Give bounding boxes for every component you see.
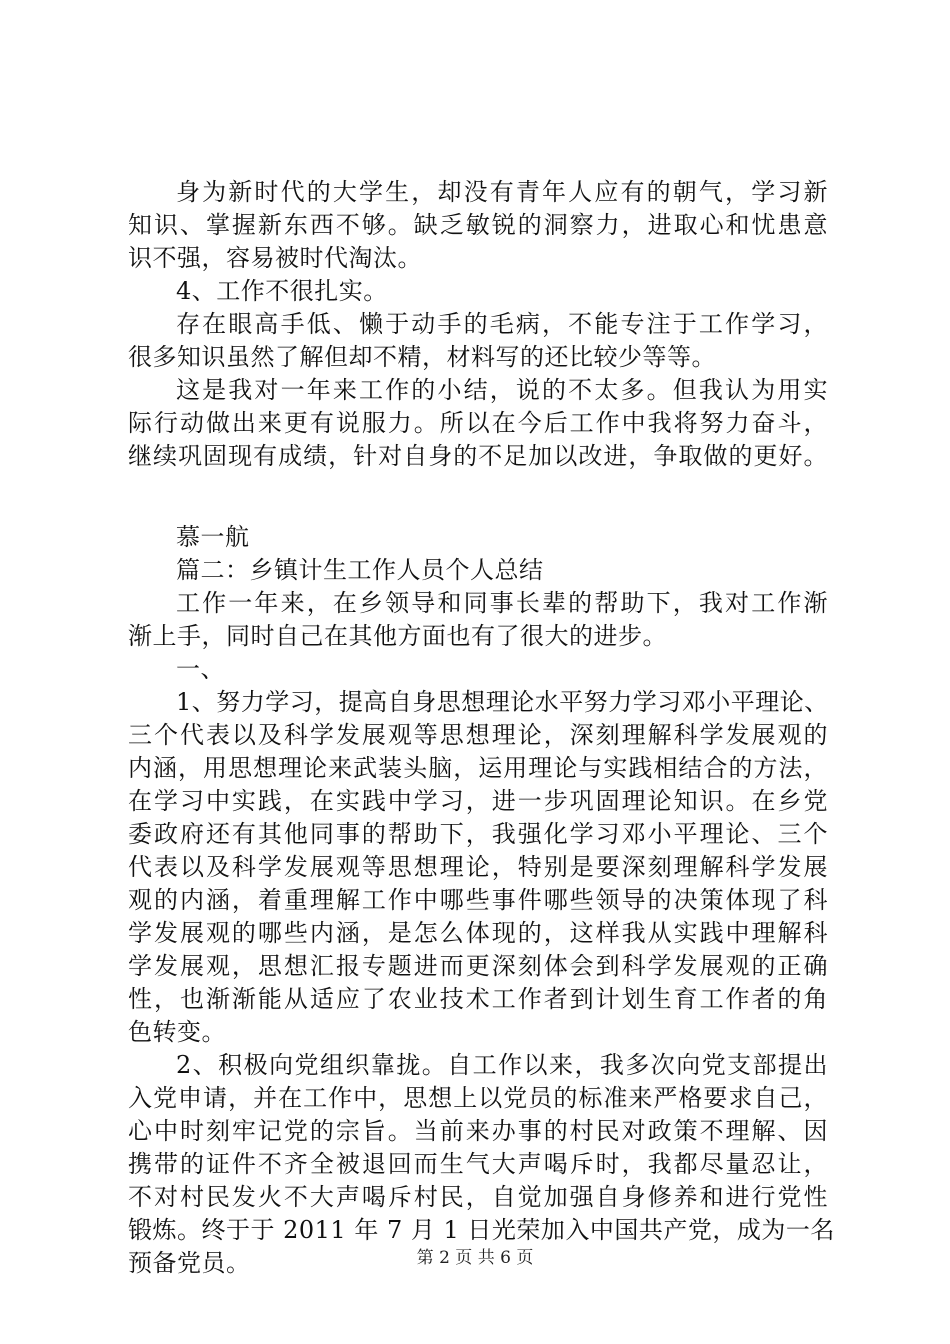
- section-heading: 一、: [176, 655, 225, 683]
- paragraph-line: 在学习中实践，在实践中学习，进一步巩固理论知识。在乡党: [128, 787, 828, 815]
- paragraph-line: 入党申请，并在工作中，思想上以党员的标准来严格要求自己，: [128, 1084, 828, 1112]
- paragraph-line: 知识、掌握新东西不够。缺乏敏锐的洞察力，进取心和忧患意: [128, 211, 828, 239]
- paragraph-line: 色转变。: [128, 1018, 226, 1046]
- paragraph-line: 际行动做出来更有说服力。所以在今后工作中我将努力奋斗，: [128, 409, 828, 437]
- paragraph-line: 携带的证件不齐全被退回而生气大声喝斥时，我都尽量忍让，: [128, 1150, 828, 1178]
- paragraph-line: 2、积极向党组织靠拢。自工作以来，我多次向党支部提出: [176, 1051, 828, 1079]
- paragraph-line: 很多知识虽然了解但却不精，材料写的还比较少等等。: [128, 343, 716, 371]
- paragraph-line: 工作一年来，在乡领导和同事长辈的帮助下，我对工作渐: [176, 589, 828, 617]
- blank-spacer: [128, 473, 828, 521]
- paragraph-line: 代表以及科学发展观等思想理论，特别是要深刻理解科学发展: [128, 853, 828, 881]
- paragraph-line: 内涵，用思想理论来武装头脑，运用理论与实践相结合的方法，: [128, 754, 828, 782]
- paragraph-line: 身为新时代的大学生，却没有青年人应有的朝气，学习新: [176, 178, 828, 206]
- paragraph-line: 1、努力学习，提高自身思想理论水平努力学习邓小平理论、: [176, 688, 829, 716]
- paragraph-line: 不对村民发火不大声喝斥村民，自觉加强自身修养和进行党性: [128, 1183, 828, 1211]
- section-heading: 4、工作不很扎实。: [176, 277, 388, 305]
- paragraph-line: 三个代表以及科学发展观等思想理论，深刻理解科学发展观的: [128, 721, 828, 749]
- author-name: 慕一航: [176, 523, 250, 551]
- paragraph-line: 预备党员。: [128, 1249, 251, 1277]
- document-body: [128, 176, 835, 1280]
- article-title: 篇二：乡镇计生工作人员个人总结: [176, 556, 544, 584]
- paragraph-line: 观的内涵，着重理解工作中哪些事件哪些领导的决策体现了科: [128, 886, 828, 914]
- paragraph-line: 心中时刻牢记党的宗旨。当前来办事的村民对政策不理解、因: [128, 1117, 828, 1145]
- paragraph-line: 委政府还有其他同事的帮助下，我强化学习邓小平理论、三个: [128, 820, 828, 848]
- paragraph-line: 存在眼高手低、懒于动手的毛病，不能专注于工作学习，: [176, 310, 828, 338]
- paragraph-line: 学发展观的哪些内涵，是怎么体现的，这样我从实践中理解科: [128, 919, 828, 947]
- paragraph-line: 性，也渐渐能从适应了农业技术工作者到计划生育工作者的角: [128, 985, 828, 1013]
- page-footer: 第 2 页 共 6 页: [416, 1248, 534, 1268]
- paragraph-line: 识不强，容易被时代淘汰。: [128, 244, 422, 272]
- paragraph-line: 继续巩固现有成绩，针对自身的不足加以改进，争取做的更好。: [128, 442, 828, 470]
- paragraph-line: 这是我对一年来工作的小结，说的不太多。但我认为用实: [176, 376, 828, 404]
- paragraph-line: 渐上手，同时自己在其他方面也有了很大的进步。: [128, 622, 667, 650]
- paragraph-line: 锻炼。终于于 2011 年 7 月 1 日光荣加入中国共产党，成为一名: [128, 1216, 835, 1244]
- paragraph-line: 学发展观，思想汇报专题进而更深刻体会到科学发展观的正确: [128, 952, 828, 980]
